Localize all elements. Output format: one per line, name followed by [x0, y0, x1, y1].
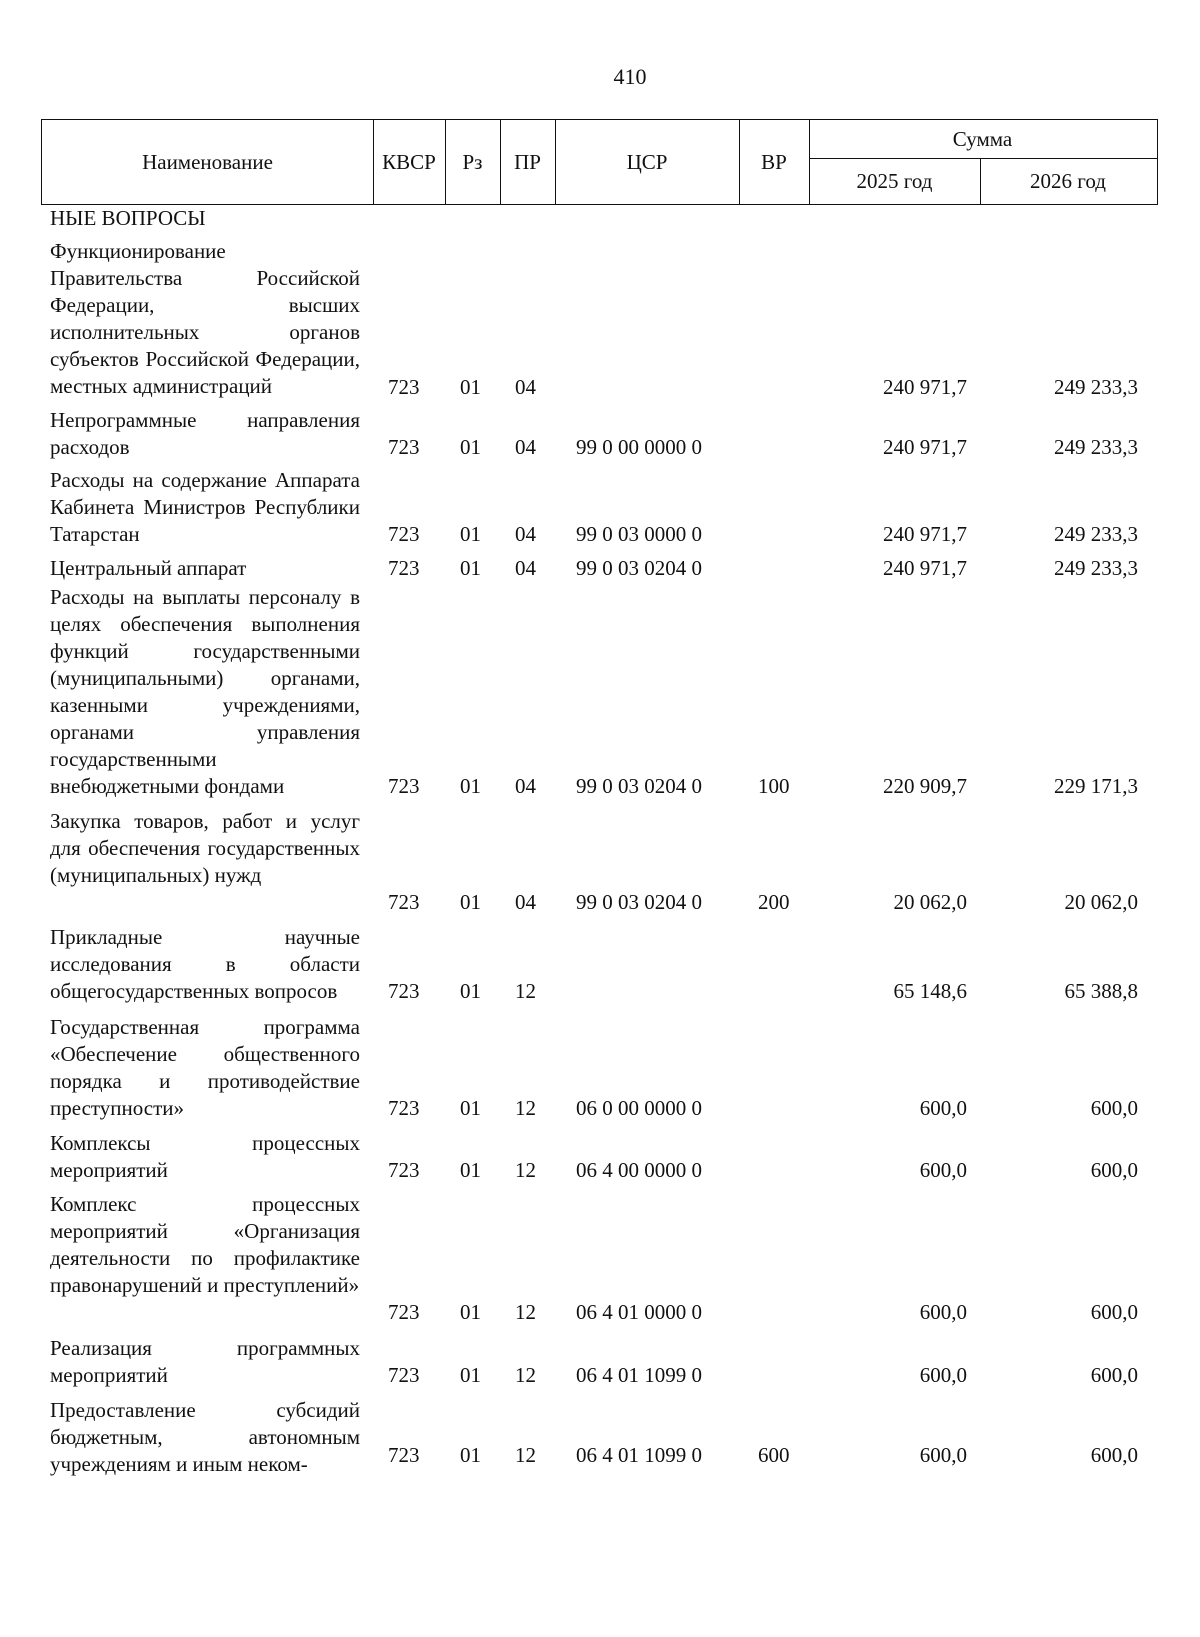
row-pr: 04 [515, 435, 536, 459]
table-header [41, 119, 1158, 205]
row-csr: 06 4 01 1099 0 [576, 1443, 702, 1467]
row-pr: 04 [515, 890, 536, 914]
header-year-2026: 2026 год [1030, 169, 1106, 193]
row-name: Закупка товаров, работ и услуг для обеспечения государственных (муниципальных) нужд [50, 809, 360, 887]
row-sum-2025: 65 148,6 [893, 979, 967, 1003]
row-vr: 100 [758, 774, 790, 798]
row-name: Комплексы процессных мероприятий [50, 1131, 360, 1182]
row-sum-2025: 600,0 [919, 1363, 967, 1387]
row-kvsr: 723 [388, 1443, 420, 1467]
row-sum-2026: 249 233,3 [1054, 435, 1138, 459]
row-pr: 12 [515, 979, 536, 1003]
row-pr: 12 [515, 1158, 536, 1182]
row-name: Центральный аппарат [50, 556, 247, 580]
row-rz: 01 [460, 522, 481, 546]
row-csr: 06 4 01 1099 0 [576, 1363, 702, 1387]
row-rz: 01 [460, 1363, 481, 1387]
row-csr: 06 0 00 0000 0 [576, 1096, 702, 1120]
row-kvsr: 723 [388, 522, 420, 546]
row-name: Непрограммные направления расходов [50, 408, 360, 459]
row-kvsr: 723 [388, 435, 420, 459]
header-rz: Рз [462, 149, 483, 174]
row-rz: 01 [460, 890, 481, 914]
row-pr: 04 [515, 774, 536, 798]
row-sum-2026: 600,0 [1090, 1443, 1138, 1467]
row-kvsr: 723 [388, 1158, 420, 1182]
header-year-2025: 2025 год [856, 169, 933, 193]
row-csr: 06 4 01 0000 0 [576, 1300, 702, 1324]
row-name: Комплекс процессных мероприятий «Организация деятельности по профилактике правонарушений и преступлений» [50, 1192, 360, 1297]
row-sum-2025: 600,0 [919, 1096, 967, 1120]
row-pr: 04 [515, 375, 536, 399]
row-sum-2026: 600,0 [1090, 1158, 1138, 1182]
row-csr: 99 0 03 0000 0 [576, 522, 702, 546]
row-pr: 04 [515, 522, 536, 546]
row-sum-2026: 229 171,3 [1054, 774, 1138, 798]
row-name: Реализация программных мероприятий [50, 1336, 360, 1387]
row-csr: 99 0 03 0204 0 [576, 774, 702, 798]
row-sum-2026: 249 233,3 [1054, 556, 1138, 580]
row-name: Функционирование Правительства Российской Федерации, высших исполнительных органов субъектов Российской Федерации, местных администраций [50, 239, 360, 398]
row-name: Государственная программа «Обеспечение общественного порядка и противодействие преступности» [50, 1015, 360, 1120]
row-sum-2025: 240 971,7 [883, 435, 967, 459]
row-kvsr: 723 [388, 1363, 420, 1387]
row-csr: 99 0 00 0000 0 [576, 435, 702, 459]
row-kvsr: 723 [388, 774, 420, 798]
row-kvsr: 723 [388, 375, 420, 399]
row-rz: 01 [460, 375, 481, 399]
row-rz: 01 [460, 1300, 481, 1324]
row-vr: 600 [758, 1443, 790, 1467]
row-sum-2026: 600,0 [1090, 1096, 1138, 1120]
row-rz: 01 [460, 556, 481, 580]
row-rz: 01 [460, 1158, 481, 1182]
row-csr: 99 0 03 0204 0 [576, 890, 702, 914]
row-name: Предоставление субсидий бюджетным, автономным учреждениям и иным неком- [50, 1398, 360, 1476]
row-kvsr: 723 [388, 1096, 420, 1120]
row-rz: 01 [460, 774, 481, 798]
row-name: Прикладные научные исследования в области общегосударственных вопросов [50, 925, 360, 1003]
row-kvsr: 723 [388, 890, 420, 914]
row-name: Расходы на содержание Аппарата Кабинета Министров Республики Татарстан [50, 468, 360, 546]
row-kvsr: 723 [388, 1300, 420, 1324]
row-sum-2026: 600,0 [1090, 1300, 1138, 1324]
row-pr: 12 [515, 1096, 536, 1120]
header-sum: Сумма [952, 126, 1013, 151]
row-sum-2025: 600,0 [919, 1300, 967, 1324]
row-kvsr: 723 [388, 979, 420, 1003]
row-sum-2026: 65 388,8 [1064, 979, 1138, 1003]
row-sum-2025: 240 971,7 [883, 522, 967, 546]
row-pr: 12 [515, 1443, 536, 1467]
header-pr: ПР [514, 149, 541, 174]
row-sum-2025: 220 909,7 [883, 774, 967, 798]
row-sum-2026: 249 233,3 [1054, 375, 1138, 399]
row-sum-2025: 20 062,0 [893, 890, 967, 914]
page-number: 410 [613, 64, 647, 89]
row-sum-2026: 20 062,0 [1064, 890, 1138, 914]
row-sum-2026: 600,0 [1090, 1363, 1138, 1387]
row-csr: 06 4 00 0000 0 [576, 1158, 702, 1182]
row-csr: 99 0 03 0204 0 [576, 556, 702, 580]
header-csr: ЦСР [626, 149, 668, 174]
row-rz: 01 [460, 1443, 481, 1467]
row-sum-2025: 240 971,7 [883, 556, 967, 580]
row-sum-2025: 600,0 [919, 1158, 967, 1182]
row-rz: 01 [460, 435, 481, 459]
section-title: НЫЕ ВОПРОСЫ [50, 206, 206, 230]
row-sum-2025: 600,0 [919, 1443, 967, 1467]
header-vr: ВР [761, 149, 787, 174]
row-sum-2025: 240 971,7 [883, 375, 967, 399]
row-rz: 01 [460, 979, 481, 1003]
header-name: Наименование [142, 149, 273, 174]
row-rz: 01 [460, 1096, 481, 1120]
header-kvsr: КВСР [382, 149, 436, 174]
row-pr: 12 [515, 1363, 536, 1387]
row-pr: 12 [515, 1300, 536, 1324]
row-vr: 200 [758, 890, 790, 914]
row-pr: 04 [515, 556, 536, 580]
row-sum-2026: 249 233,3 [1054, 522, 1138, 546]
row-name: Расходы на выплаты персоналу в целях обеспечения выполнения функций государственными (муниципальными) органами, казенными учреждениями, органами управления государственными внебюджетными фондами [50, 585, 360, 798]
row-kvsr: 723 [388, 556, 420, 580]
